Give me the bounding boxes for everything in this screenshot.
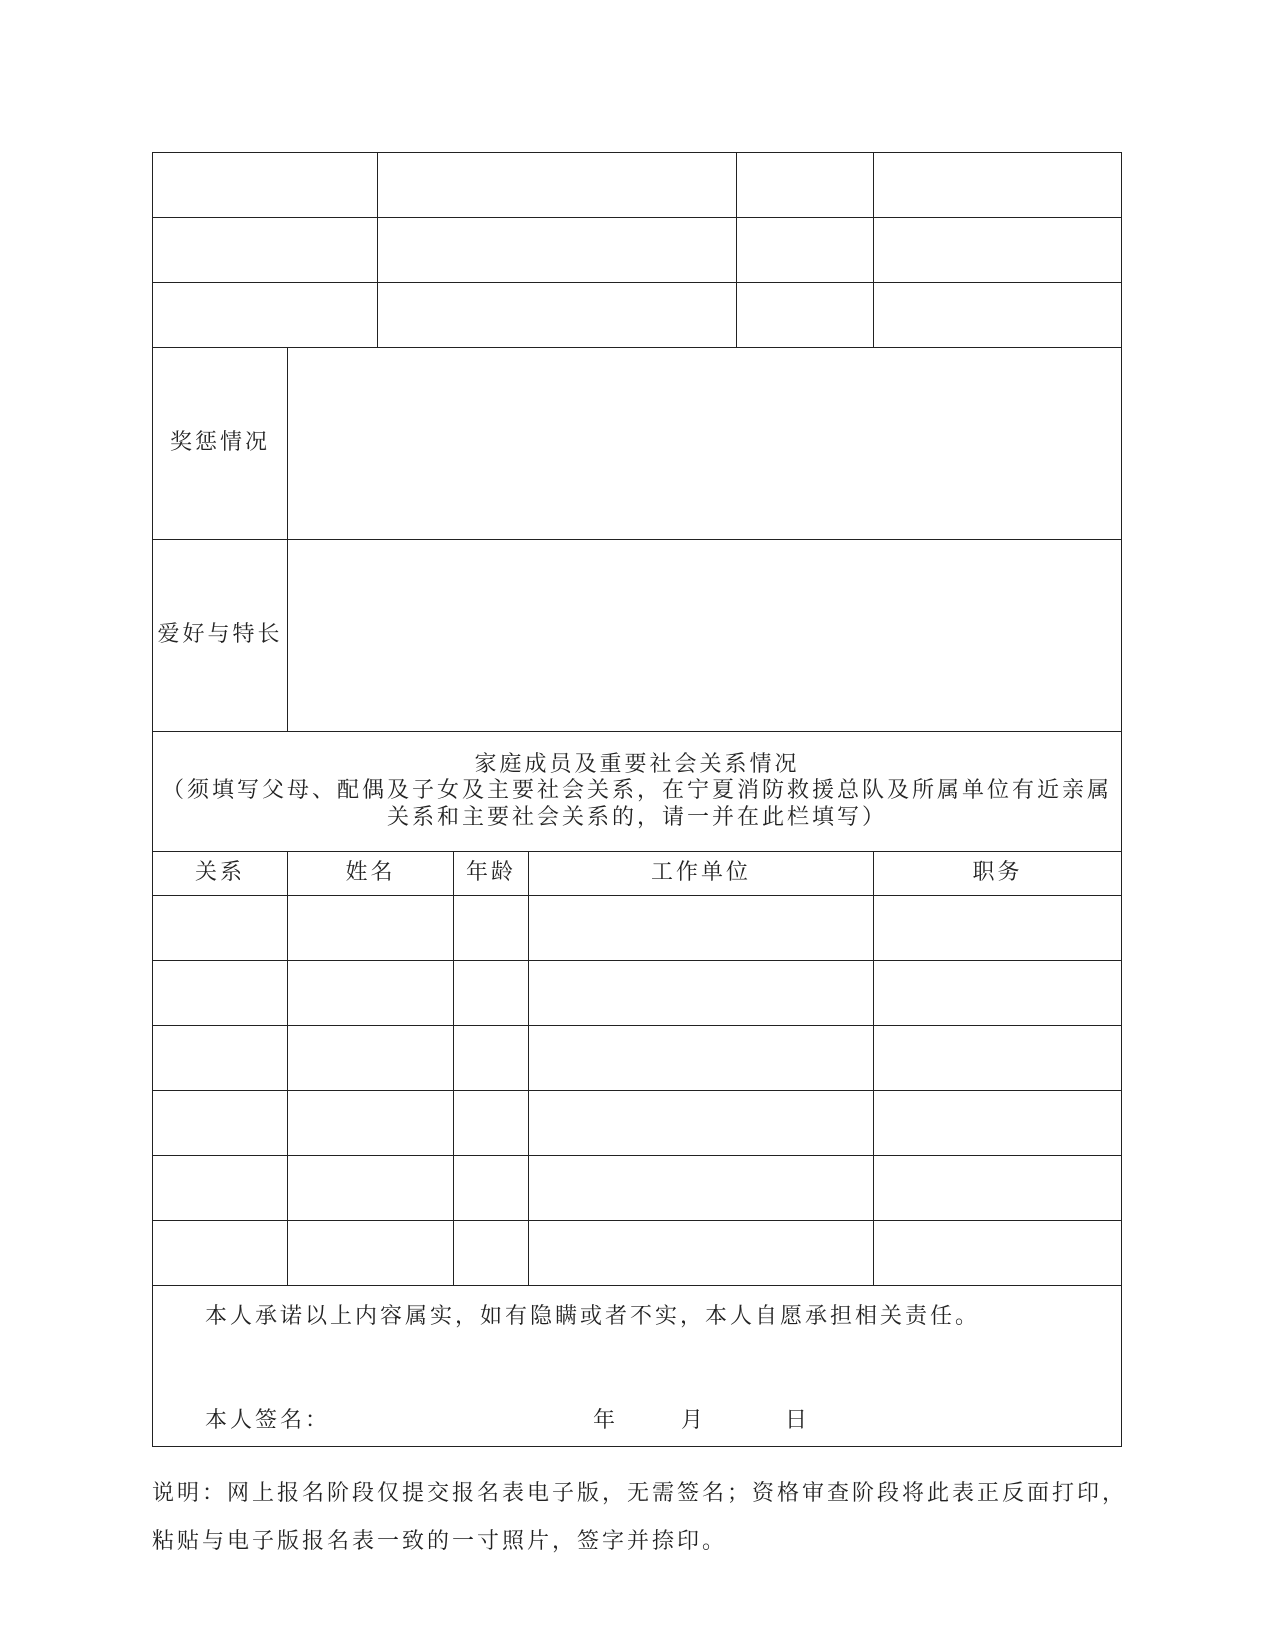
family-table-row — [153, 1156, 1122, 1221]
name-cell[interactable] — [288, 1026, 454, 1091]
age-cell[interactable] — [454, 961, 529, 1026]
signature-label: 本人签名： — [205, 1408, 331, 1433]
position-cell[interactable] — [874, 1221, 1122, 1286]
workplace-cell[interactable] — [529, 961, 874, 1026]
workplace-cell[interactable] — [529, 1156, 874, 1221]
relation-cell[interactable] — [153, 896, 288, 961]
workplace-cell[interactable] — [529, 1221, 874, 1286]
pledge-cell — [153, 1286, 1122, 1447]
age-cell[interactable] — [454, 1156, 529, 1221]
family-section-instruction-2: 关系和主要社会关系的，请一并在此栏填写） — [387, 804, 888, 830]
age-cell[interactable] — [454, 1026, 529, 1091]
family-table-header — [153, 852, 1122, 896]
header-relation: 关系 — [153, 852, 288, 896]
workplace-cell[interactable] — [529, 1091, 874, 1156]
registration-form-table — [152, 152, 1122, 1447]
family-table-row — [153, 961, 1122, 1026]
family-table-row — [153, 1091, 1122, 1156]
date-day-label: 日 — [785, 1408, 811, 1433]
workplace-cell[interactable] — [529, 896, 874, 961]
family-table-row — [153, 1221, 1122, 1286]
info-cell[interactable] — [378, 283, 737, 348]
awards-field[interactable] — [288, 348, 1122, 540]
family-section-header — [153, 732, 1122, 852]
info-cell[interactable] — [737, 283, 874, 348]
hobbies-label: 爱好与特长 — [153, 540, 288, 732]
workplace-cell[interactable] — [529, 1026, 874, 1091]
info-cell[interactable] — [737, 153, 874, 218]
position-cell[interactable] — [874, 1091, 1122, 1156]
position-cell[interactable] — [874, 896, 1122, 961]
awards-label: 奖惩情况 — [153, 348, 288, 540]
age-cell[interactable] — [454, 1091, 529, 1156]
info-row-2 — [153, 218, 1122, 283]
name-cell[interactable] — [288, 1091, 454, 1156]
name-cell[interactable] — [288, 1156, 454, 1221]
info-cell[interactable] — [153, 218, 378, 283]
header-age: 年龄 — [454, 852, 529, 896]
note-line-1: 说明：网上报名阶段仅提交报名表电子版，无需签名；资格审查阶段将此表正反面打印， — [152, 1481, 1128, 1506]
relation-cell[interactable] — [153, 961, 288, 1026]
relation-cell[interactable] — [153, 1156, 288, 1221]
family-table-row — [153, 1026, 1122, 1091]
date-month-label: 月 — [681, 1408, 707, 1433]
position-cell[interactable] — [874, 1156, 1122, 1221]
info-cell[interactable] — [378, 218, 737, 283]
header-workplace: 工作单位 — [529, 852, 874, 896]
form-note — [152, 1470, 1142, 1566]
pledge-text: 本人承诺以上内容属实，如有隐瞒或者不实，本人自愿承担相关责任。 — [205, 1304, 981, 1329]
awards-row — [153, 348, 1122, 540]
info-cell[interactable] — [874, 283, 1122, 348]
relation-cell[interactable] — [153, 1221, 288, 1286]
info-cell[interactable] — [874, 153, 1122, 218]
age-cell[interactable] — [454, 1221, 529, 1286]
info-cell[interactable] — [153, 153, 378, 218]
header-position: 职务 — [874, 852, 1122, 896]
position-cell[interactable] — [874, 961, 1122, 1026]
family-section-instruction-1: （须填写父母、配偶及子女及主要社会关系，在宁夏消防救援总队及所属单位有近亲属 — [162, 778, 1113, 804]
hobbies-row — [153, 540, 1122, 732]
hobbies-field[interactable] — [288, 540, 1122, 732]
family-table-row — [153, 896, 1122, 961]
info-cell[interactable] — [378, 153, 737, 218]
info-row-3 — [153, 283, 1122, 348]
age-cell[interactable] — [454, 896, 529, 961]
relation-cell[interactable] — [153, 1026, 288, 1091]
family-section-header-row — [153, 732, 1122, 852]
name-cell[interactable] — [288, 961, 454, 1026]
position-cell[interactable] — [874, 1026, 1122, 1091]
info-row-1 — [153, 153, 1122, 218]
info-cell[interactable] — [874, 218, 1122, 283]
date-year-label: 年 — [593, 1408, 619, 1433]
family-section-title: 家庭成员及重要社会关系情况 — [474, 751, 800, 777]
relation-cell[interactable] — [153, 1091, 288, 1156]
note-line-2: 粘贴与电子版报名表一致的一寸照片，签字并捺印。 — [152, 1529, 728, 1554]
pledge-row — [153, 1286, 1122, 1447]
info-cell[interactable] — [153, 283, 378, 348]
header-name: 姓名 — [288, 852, 454, 896]
info-cell[interactable] — [737, 218, 874, 283]
name-cell[interactable] — [288, 896, 454, 961]
name-cell[interactable] — [288, 1221, 454, 1286]
